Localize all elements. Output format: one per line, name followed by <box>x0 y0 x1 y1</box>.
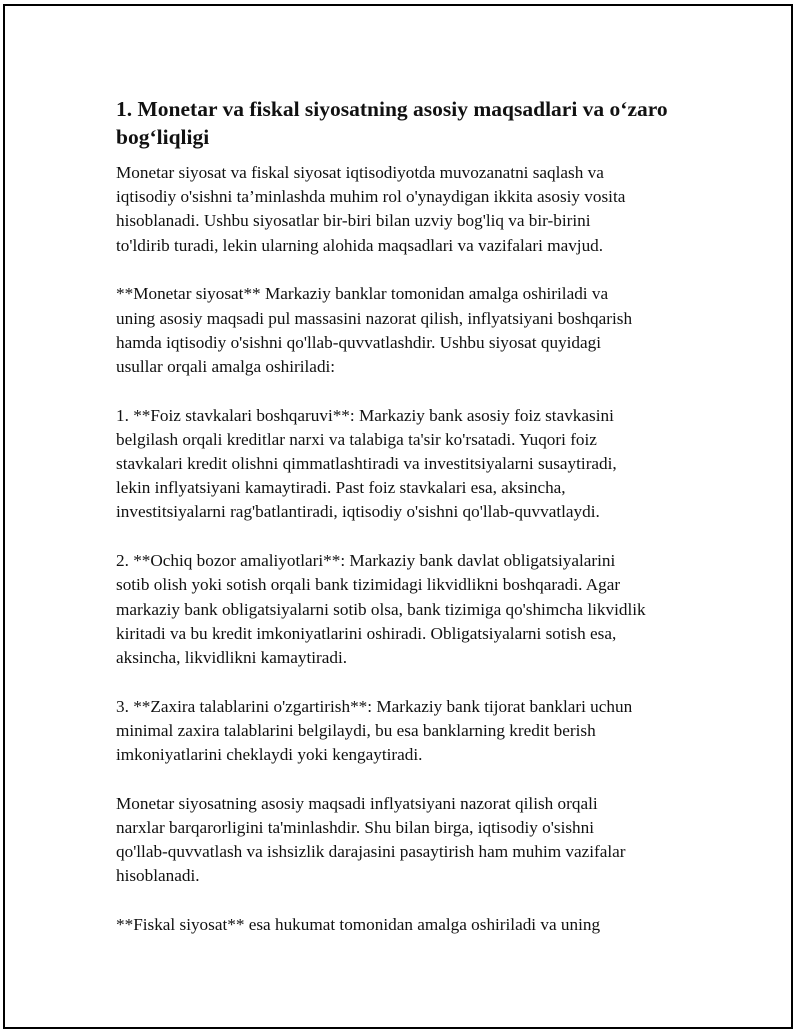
list-item-reserve-requirements <box>116 695 696 768</box>
title-line: 1. Monetar va fiskal siyosatning asosiy maqsadlari va o‘zaro <box>116 97 668 121</box>
text-line: belgilash orqali kreditlar narxi va talabiga ta'sir ko'rsatadi. Yuqori foiz <box>116 429 597 449</box>
text-line: investitsiyalarni rag'batlantiradi, iqtisodiy o'sishni qo'llab-quvvatlaydi. <box>116 502 600 522</box>
text-line: **Fiskal siyosat** esa hukumat tomonidan amalga oshiriladi va uning <box>116 915 601 935</box>
text-line: hisoblanadi. <box>116 866 200 886</box>
text-line: usullar orqali amalga oshiriladi: <box>116 356 336 376</box>
text-line: Monetar siyosat va fiskal siyosat iqtisodiyotda muvozanatni saqlash va <box>116 163 604 182</box>
text-line: narxlar barqarorligini ta'minlashdir. Shu bilan birga, iqtisodiy o'sishni <box>116 817 594 837</box>
text-line: hamda iqtisodiy o'sishni qo'llab-quvvatlashdir. Ushbu siyosat quyidagi <box>116 332 602 352</box>
text-line: markaziy bank obligatsiyalarni sotib olsa, bank tizimiga qo'shimcha likvidlik <box>116 599 646 619</box>
text-line: hisoblanadi. Ushbu siyosatlar bir-biri bilan uzviy bog'liq va bir-birini <box>116 211 591 231</box>
text-line: 2. **Ochiq bozor amaliyotlari**: Markaziy bank davlat obligatsiyalarini <box>116 551 616 571</box>
paragraph-monetary-goal <box>116 792 696 889</box>
text-line: minimal zaxira talablarini belgilaydi, bu esa banklarning kredit berish <box>116 720 596 740</box>
text-line: iqtisodiy o'sishni ta’minlashda muhim rol o'ynaydigan ikkita asosiy vosita <box>116 187 626 207</box>
title-line: bog‘liqligi <box>116 125 210 149</box>
text-line: **Monetar siyosat** Markaziy banklar tomonidan amalga oshiriladi va <box>116 284 609 304</box>
text-line: to'ldirib turadi, lekin ularning alohida maqsadlari va vazifalari mavjud. <box>116 235 604 255</box>
paragraph-monetary-policy <box>116 282 696 379</box>
paragraph-fiscal-policy <box>116 913 696 937</box>
text-line: Monetar siyosatning asosiy maqsadi inflyatsiyani nazorat qilish orqali <box>116 793 598 813</box>
text-line: 1. **Foiz stavkalari boshqaruvi**: Markaziy bank asosiy foiz stavkasini <box>116 405 614 425</box>
text-line: 3. **Zaxira talablarini o'zgartirish**: Markaziy bank tijorat banklari uchun <box>116 696 633 716</box>
list-item-open-market <box>116 549 696 670</box>
text-line: imkoniyatlarini cheklaydi yoki kengaytiradi. <box>116 745 423 765</box>
text-line: stavkalari kredit olishni qimmatlashtiradi va investitsiyalarni susaytiradi, <box>116 454 617 474</box>
text-line: aksincha, likvidlikni kamaytiradi. <box>116 647 348 667</box>
paragraph-intro <box>116 161 696 258</box>
document-body <box>116 95 696 962</box>
text-line: lekin inflyatsiyani kamaytiradi. Past foiz stavkalari esa, aksincha, <box>116 478 566 498</box>
text-line: qo'llab-quvvatlash va ishsizlik darajasini pasaytirish ham muhim vazifalar <box>116 842 626 862</box>
list-item-interest-rates <box>116 404 696 525</box>
text-line: kiritadi va bu kredit imkoniyatlarini oshiradi. Obligatsiyalarni sotish esa, <box>116 623 617 643</box>
text-line: sotib olish yoki sotish orqali bank tizimidagi likvidlikni boshqaradi. Agar <box>116 575 621 595</box>
text-line: uning asosiy maqsadi pul massasini nazorat qilish, inflyatsiyani boshqarish <box>116 308 633 328</box>
document-title <box>116 95 696 151</box>
